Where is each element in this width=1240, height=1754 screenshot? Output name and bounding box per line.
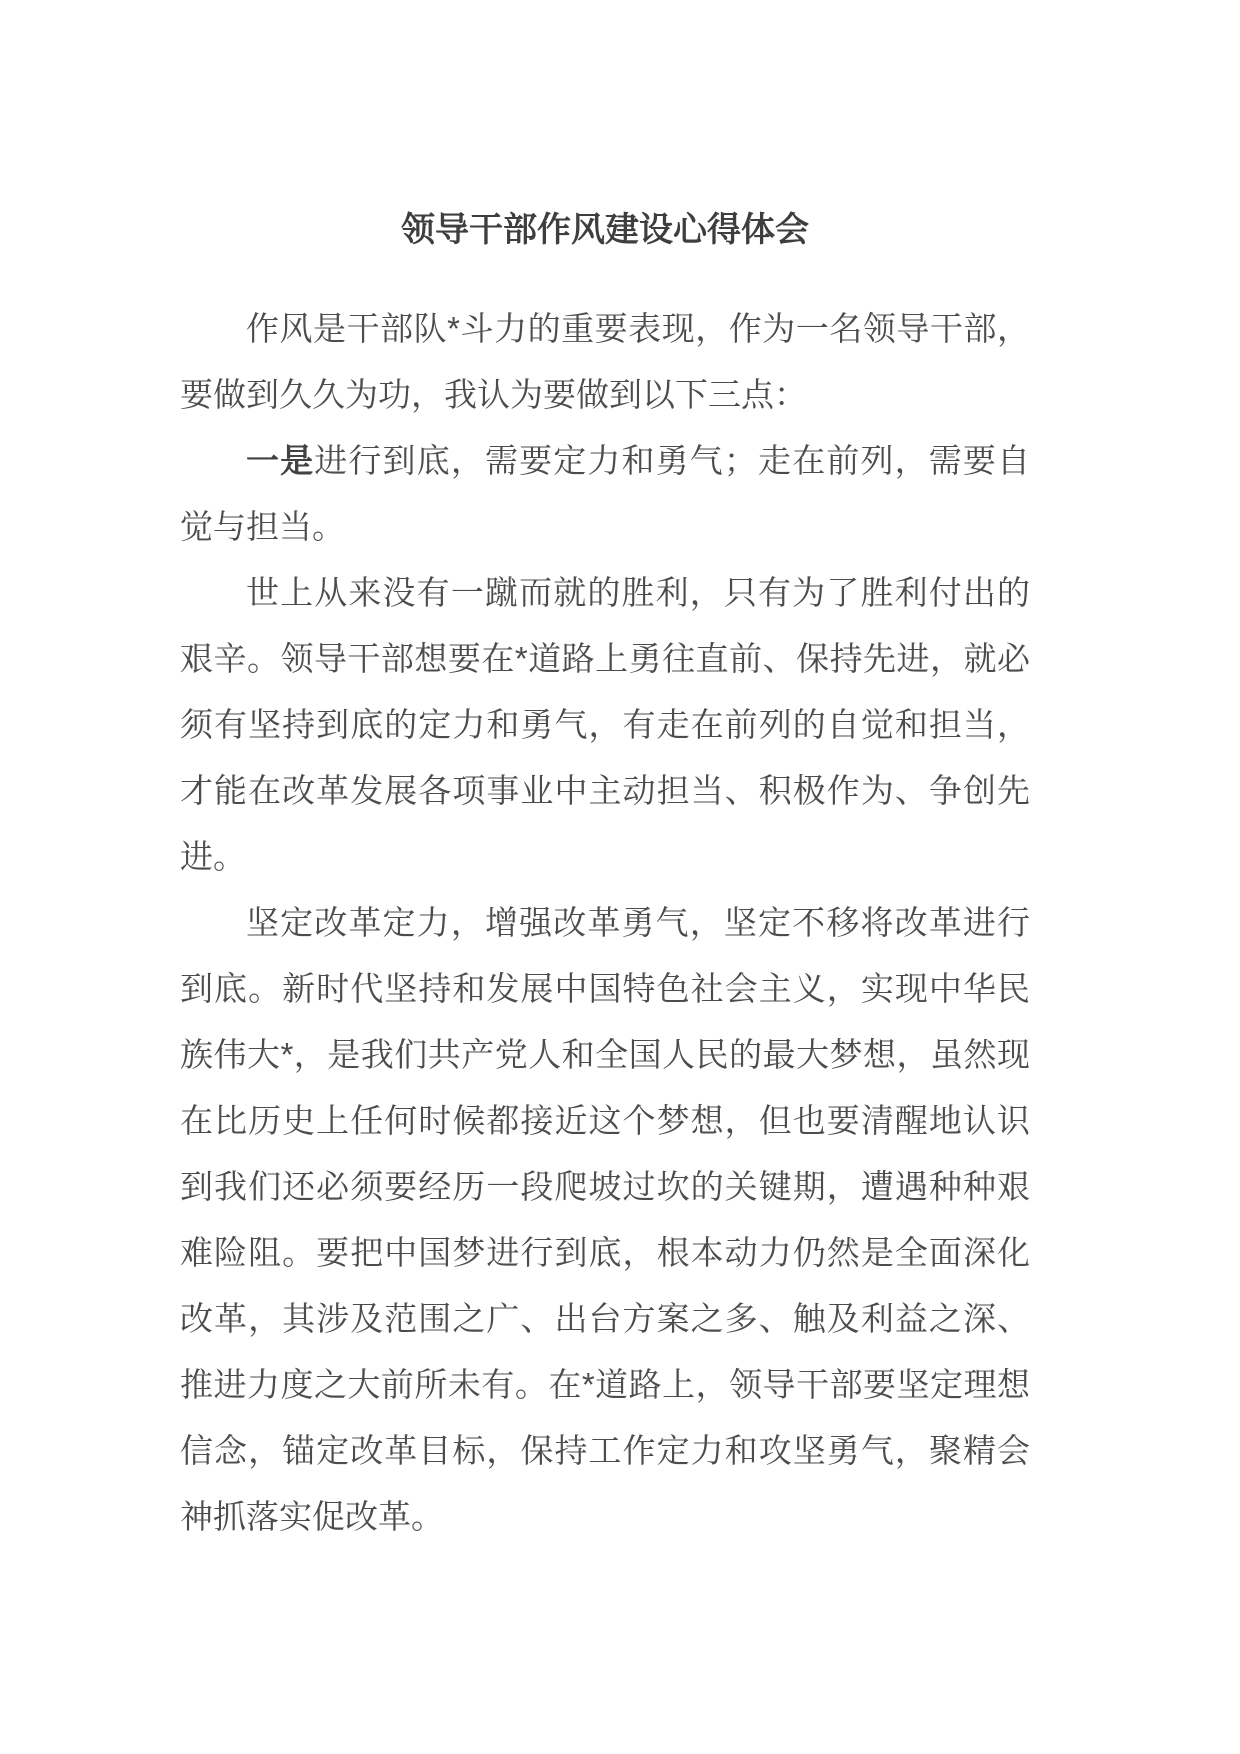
document-title: 领导干部作风建设心得体会 xyxy=(401,211,809,249)
paragraph-reform-resolve: 坚定改革定力，增强改革勇气，坚定不移将改革进行到底。新时代坚持和发展中国特色社会主义，实现中华民族伟大*，是我们共产党人和全国人民的最大梦想，虽然现在比历史上任何时候都接近这个梦想，但也要清醒地认识到我们还必须要经历一段爬坡过坎的关键期，遭遇种种艰难险阻。要把中国梦进行到底，根本动力仍然是全面深化改革，其涉及范围之广、出台方案之多、触及利益之深、推进力度之大前所未有。在*道路上，领导干部要坚定理想信念，锚定改革目标，保持工作定力和攻坚勇气，聚精会神抓落实促改革。 xyxy=(180,904,1030,1535)
paragraph-victory: 世上从来没有一蹴而就的胜利，只有为了胜利付出的艰辛。领导干部想要在*道路上勇往直前、保持先进，就必须有坚持到底的定力和勇气，有走在前列的自觉和担当，才能在改革发展各项事业中主动担当、积极作为、争创先进。 xyxy=(180,574,1030,875)
paragraph-point-one-lead: 一是 xyxy=(246,442,315,479)
paragraph-point-one-text: 进行到底，需要定力和勇气；走在前列，需要自觉与担当。 xyxy=(180,442,1031,545)
paragraph-point-one xyxy=(180,428,1030,560)
paragraph-intro: 作风是干部队*斗力的重要表现，作为一名领导干部，要做到久久为功，我认为要做到以下三点： xyxy=(180,310,1030,413)
